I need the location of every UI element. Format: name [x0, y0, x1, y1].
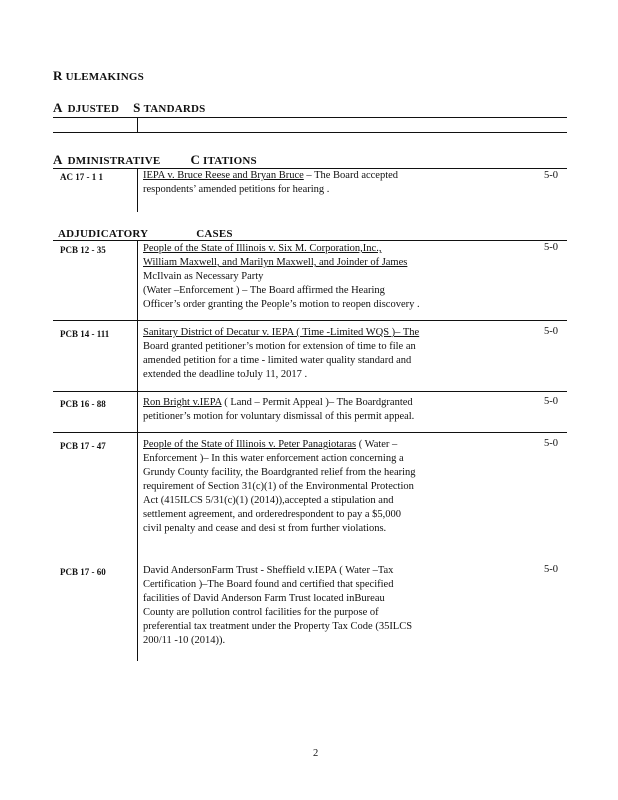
case-title: Ron Bright v.IEPA: [143, 397, 222, 408]
heading-initial: A: [53, 100, 63, 115]
entry-line: preferential tax treatment under the Property Tax Code (35ILCS: [143, 621, 413, 632]
entry-text: ( Land – Permit Appeal )– The Boardgranted: [221, 397, 413, 408]
entry-line: McIlvain as Necessary Party: [143, 271, 264, 282]
adjudicatory-cases-divider: [137, 241, 138, 661]
adjudicatory-cases-heading: [58, 228, 233, 240]
entry-line: Enforcement )– In this water enforcement action concerning a: [143, 453, 404, 464]
entry-description: [143, 169, 398, 197]
entry-line: [143, 169, 398, 183]
case-title: People of the State of Illinois v. Six M. Corporation,Inc.,: [143, 243, 382, 254]
case-title: Sanitary District of Decatur v. IEPA: [143, 327, 294, 338]
entry-line: Officer’s order granting the People’s motion to reopen discovery .: [143, 299, 420, 310]
adjusted-standards-bottom-rule: [53, 132, 567, 133]
entry-line: Board granted petitioner’s motion for extension of time to file an: [143, 341, 416, 352]
entry-text: ( Time -Limited WQS )– The: [293, 327, 420, 338]
vote-result: 5-0: [544, 396, 558, 407]
entry-line: Certification )–The Board found and certified that specified: [143, 579, 394, 590]
rulemakings-heading: [53, 68, 144, 84]
heading-rest: TANDARDS: [143, 103, 206, 115]
entry-line: 200/11 -10 (2014)).: [143, 635, 226, 646]
docket-number: PCB 12 - 35: [60, 245, 106, 255]
entry-description: [143, 564, 412, 648]
adjusted-standards-top-rule: [53, 117, 567, 118]
page-number: 2: [313, 748, 319, 759]
entry-line: requirement of Section 31(c)(1) of the Environmental Protection: [143, 481, 414, 492]
entry-line: David AndersonFarm Trust - Sheffield v.IEPA ( Water –Tax: [143, 565, 394, 576]
case-title: William Maxwell, and Marilyn Maxwell, and Joinder of James: [143, 257, 408, 268]
administrative-citations-divider: [137, 169, 138, 212]
entry-line: petitioner’s motion for voluntary dismissal of this permit appeal.: [143, 411, 415, 422]
heading-rest: ITATIONS: [203, 155, 257, 167]
docket-number: PCB 17 - 60: [60, 567, 106, 577]
vote-result: 5-0: [544, 564, 558, 575]
vote-result: 5-0: [544, 170, 558, 181]
entry-line: settlement agreement, and orderedrespondent to pay a $5,000: [143, 509, 402, 520]
entry-line: facilities of David Anderson Farm Trust located inBureau: [143, 593, 385, 604]
docket-number: AC 17 - 1 1: [60, 172, 103, 182]
entry-text: ( Water –: [356, 439, 398, 450]
case-separator: [53, 391, 567, 392]
entry-description: [143, 326, 419, 382]
case-separator: [53, 320, 567, 321]
entry-line: [143, 326, 419, 340]
entry-line: [143, 396, 414, 410]
heading-initial: S: [133, 100, 141, 115]
adjusted-standards-divider: [137, 118, 138, 132]
entry-line: County are pollution control facilities for the purpose of: [143, 607, 379, 618]
heading-word: CASES: [196, 228, 233, 240]
administrative-citations-heading: [53, 152, 257, 168]
heading-rest: DMINISTRATIVE: [67, 155, 161, 167]
adjudicatory-cases-rule: [53, 240, 567, 241]
entry-line: Grundy County facility, the Boardgranted relief from the hearing: [143, 467, 416, 478]
heading-initial: A: [53, 152, 63, 167]
heading-word: ADJUDICATORY: [58, 228, 149, 240]
docket-number: PCB 17 - 47: [60, 441, 106, 451]
entry-description: [143, 242, 420, 312]
vote-result: 5-0: [544, 242, 558, 253]
heading-rest: ULEMAKINGS: [65, 71, 144, 83]
entry-line: civil penalty and cease and desi st from further violations.: [143, 523, 387, 534]
heading-initial: C: [190, 152, 201, 167]
case-title: People of the State of Illinois v. Peter Panagiotaras: [143, 439, 357, 450]
entry-line: (Water –Enforcement ) – The Board affirmed the Hearing: [143, 285, 385, 296]
docket-number: PCB 16 - 88: [60, 399, 106, 409]
heading-rest: DJUSTED: [67, 103, 120, 115]
case-title: IEPA v. Bruce Reese and Bryan Bruce: [143, 170, 304, 181]
case-separator: [53, 432, 567, 433]
entry-line: Act (415ILCS 5/31(c)(1) (2014)),accepted a stipulation and: [143, 495, 394, 506]
docket-number: PCB 14 - 111: [60, 329, 110, 339]
vote-result: 5-0: [544, 326, 558, 337]
adjusted-standards-heading: [53, 100, 205, 116]
entry-line: respondents’ amended petitions for hearing .: [143, 184, 330, 195]
vote-result: 5-0: [544, 438, 558, 449]
entry-description: [143, 396, 414, 424]
entry-line: amended petition for a time - limited water quality standard and: [143, 355, 412, 366]
entry-line: extended the deadline toJuly 11, 2017 .: [143, 369, 308, 380]
entry-text: – The Board accepted: [303, 170, 399, 181]
heading-initial: R: [53, 68, 63, 83]
entry-line: [143, 438, 416, 452]
entry-description: [143, 438, 416, 536]
